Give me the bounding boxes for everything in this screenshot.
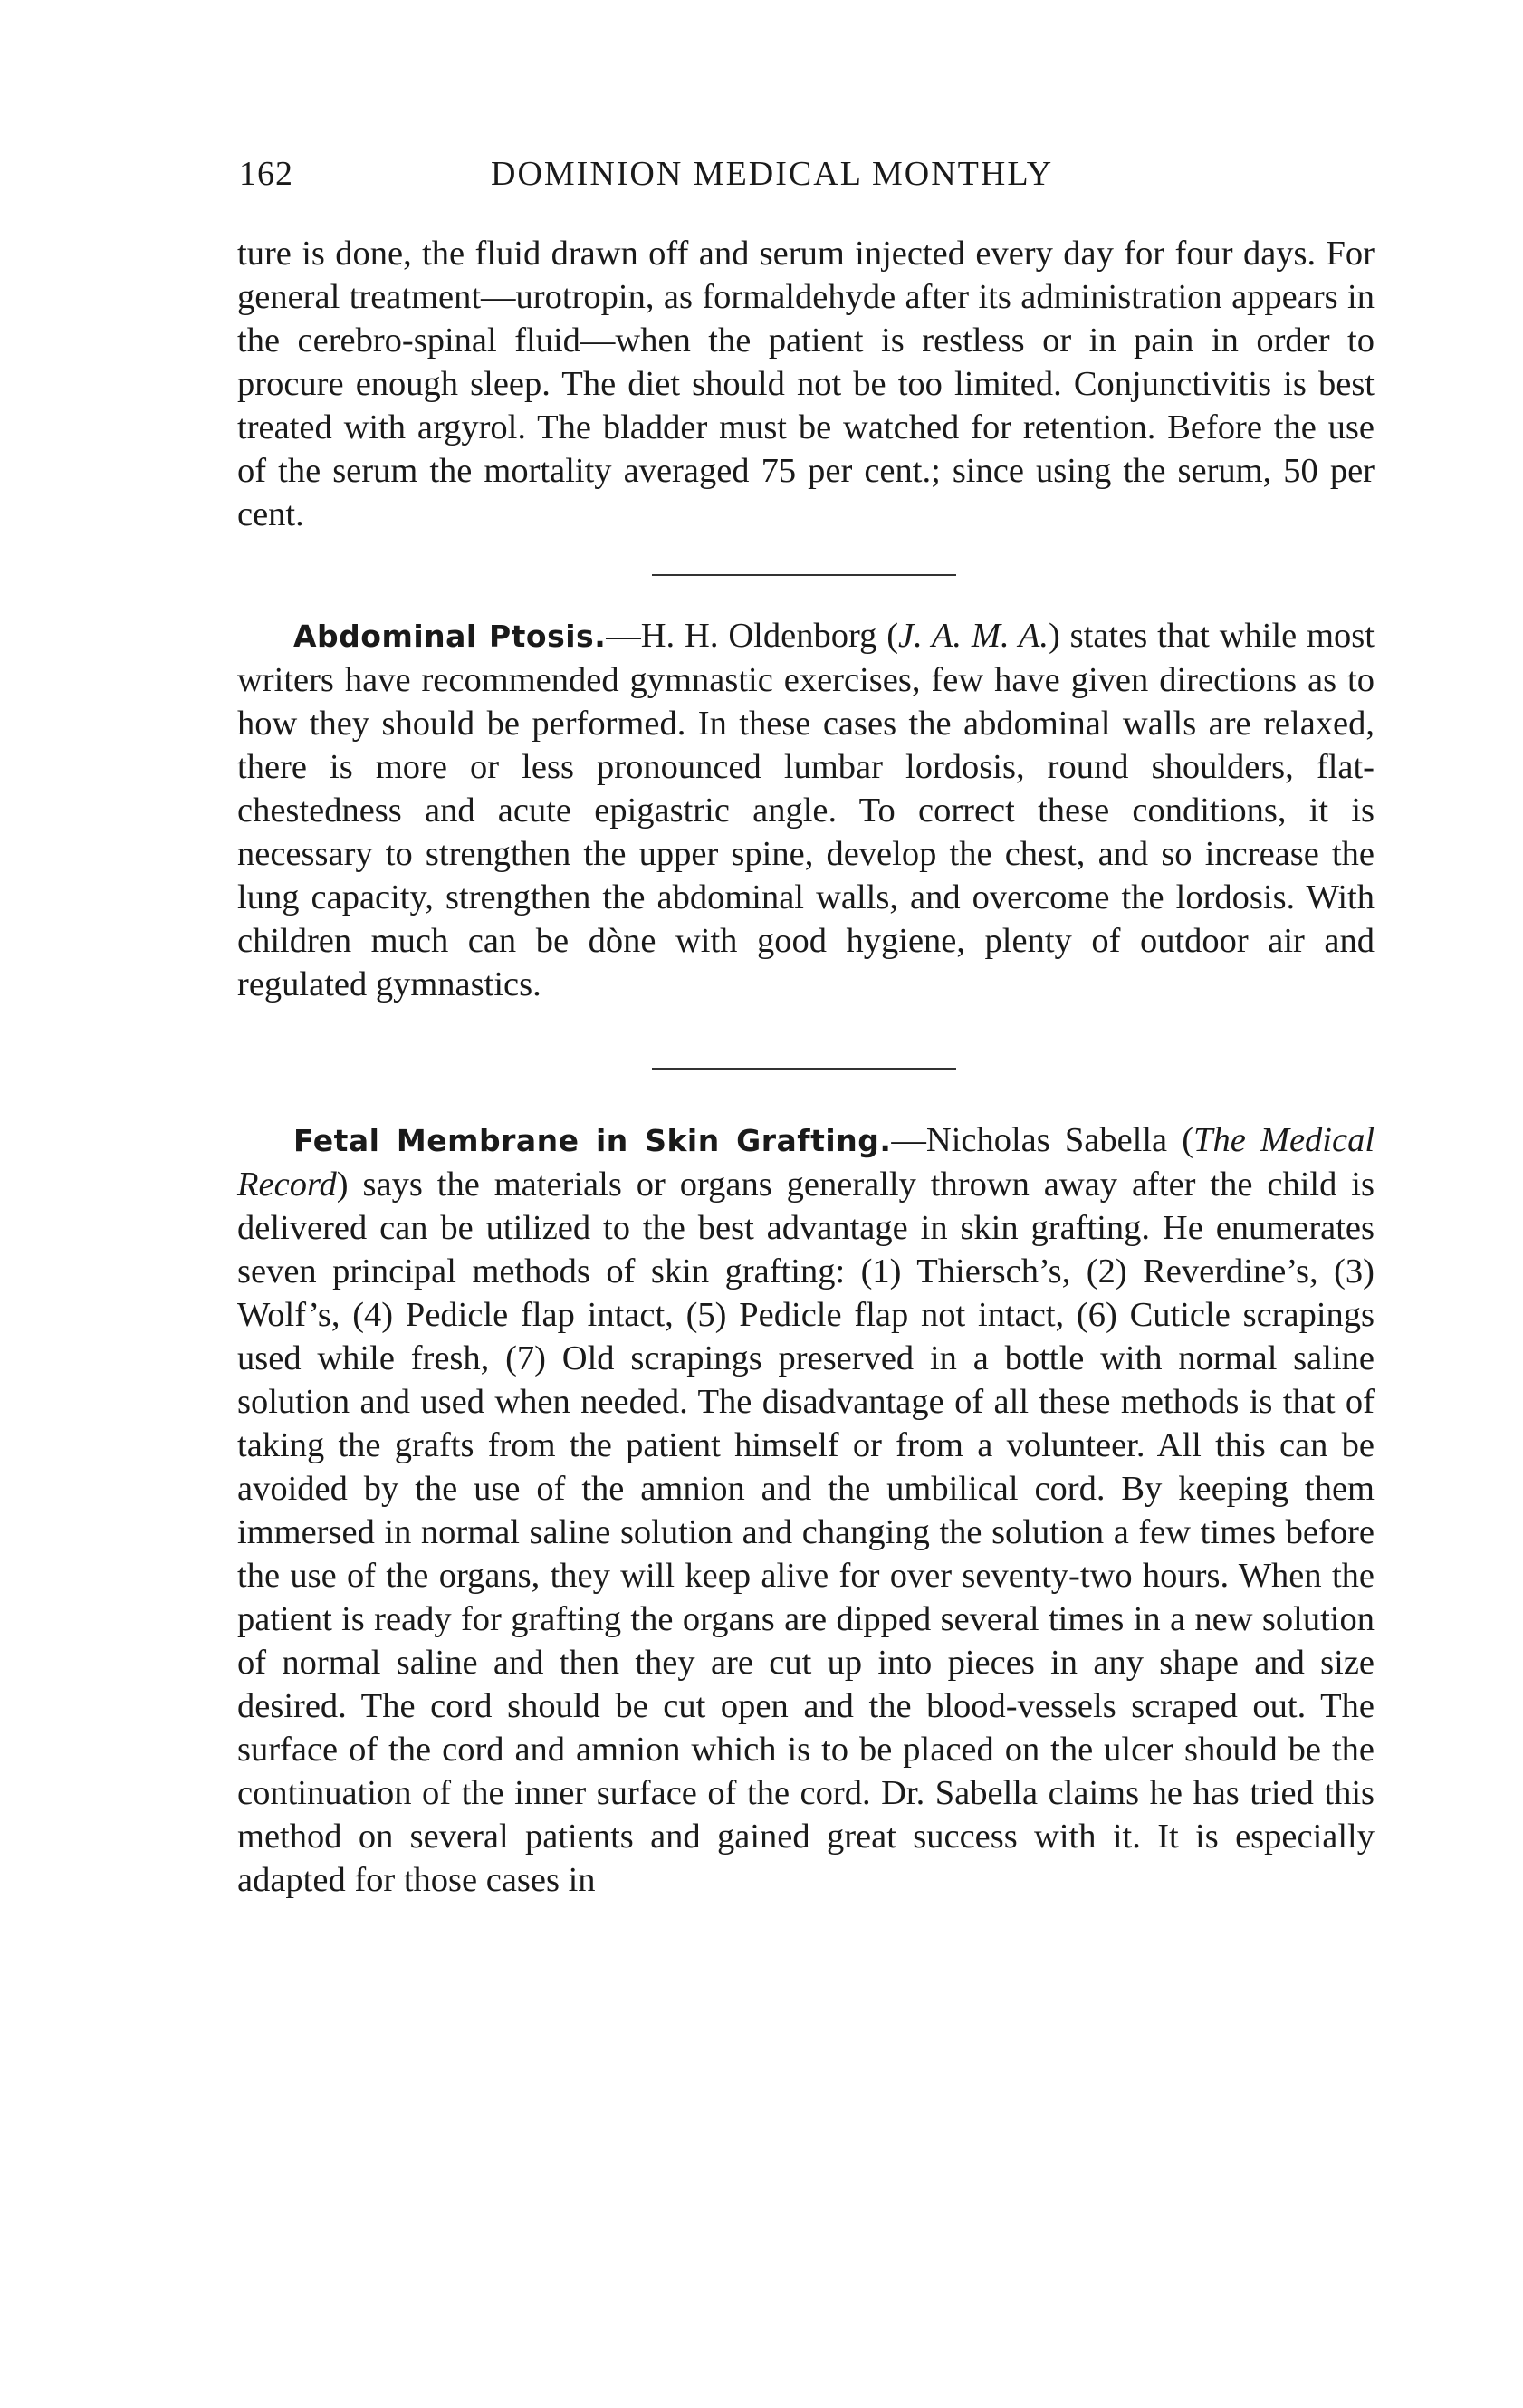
paragraph-text: ture is done, the fluid drawn off and serum injected every day for four days. For general treatment—urotropin, as formaldehyde after its administration appears in the cerebro-spinal fluid—when the patient is restless or in pain in order to procure enough sleep. The diet should not be too limited. Conjunctivitis is best treated with argyrol. The bladder must be watched for retention. Before the use of the serum the mortality averaged 75 per cent.; since using the serum, 50 per cent. xyxy=(237,235,1375,533)
page-header xyxy=(237,154,1375,208)
section-divider xyxy=(652,1068,956,1070)
article-body: ) states that while most writers have recommended gymnastic exercises, few have given directions as to how they should be performed. In these cases the abdominal walls are relaxed, there is more or less pronounced lumbar lordosis, round shoulders, flat-chestedness and acute epigastric angle. To correct these conditions, it is necessary to strengthen the upper spine, develop the chest, and so increase the lung capacity, strengthen the abdominal walls, and overcome the lordosis. With children much can be dòne with good hygiene, plenty of outdoor air and regulated gymnastics. xyxy=(237,617,1375,1003)
article-heading: Fetal Membrane in Skin Grafting. xyxy=(293,1123,892,1158)
continued-paragraph xyxy=(237,232,1375,536)
article-fetal-membrane xyxy=(237,1118,1375,1902)
article-source: J. A. M. A. xyxy=(898,617,1049,655)
page-number: 162 xyxy=(239,155,293,193)
running-title: DOMINION MEDICAL MONTHLY xyxy=(491,155,1054,193)
article-body: ) says the materials or organs generally thrown away after the child is delivered can be utilized to the best advantage in skin grafting. He enumerates seven principal methods of skin grafting: (1) Thiersch’s, (2) Reverdine’s, (3) Wolf’s, (4) Pedicle flap intact, (5) Pedicle flap not intact, (6) Cuticle scrapings used while fresh, (7) Old scrapings preserved in a bottle with normal saline solution and used when needed. The disadvantage of all these methods is that of taking the grafts from the patient himself or from a volunteer. All this can be avoided by the use of the amnion and the umbilical cord. By keeping them immersed in normal saline solution and changing the solution a few times before the use of the organs, they will keep alive for over seventy-two hours. When the patient is ready for grafting the organs are dipped several times in a new solution of normal saline and then they are cut up into pieces in any shape and size desired. The cord should be cut open and the blood-vessels scraped out. The surface of the cord and amnion which is to be placed on the ulcer should be the continuation of the inner surface of the cord. Dr. Sabella claims he has tried this method on several patients and gained great success with it. It is especially adapted for those cases in xyxy=(237,1166,1375,1899)
article-author: —Nicholas Sabella ( xyxy=(891,1121,1194,1159)
section-divider xyxy=(652,574,956,576)
article-author: —H. H. Oldenborg ( xyxy=(606,617,899,655)
article-source: The Medical Record xyxy=(237,1121,1375,1204)
article-abdominal-ptosis xyxy=(237,614,1375,1006)
page-content xyxy=(237,154,1375,1902)
article-heading: Abdominal Ptosis. xyxy=(293,619,607,654)
